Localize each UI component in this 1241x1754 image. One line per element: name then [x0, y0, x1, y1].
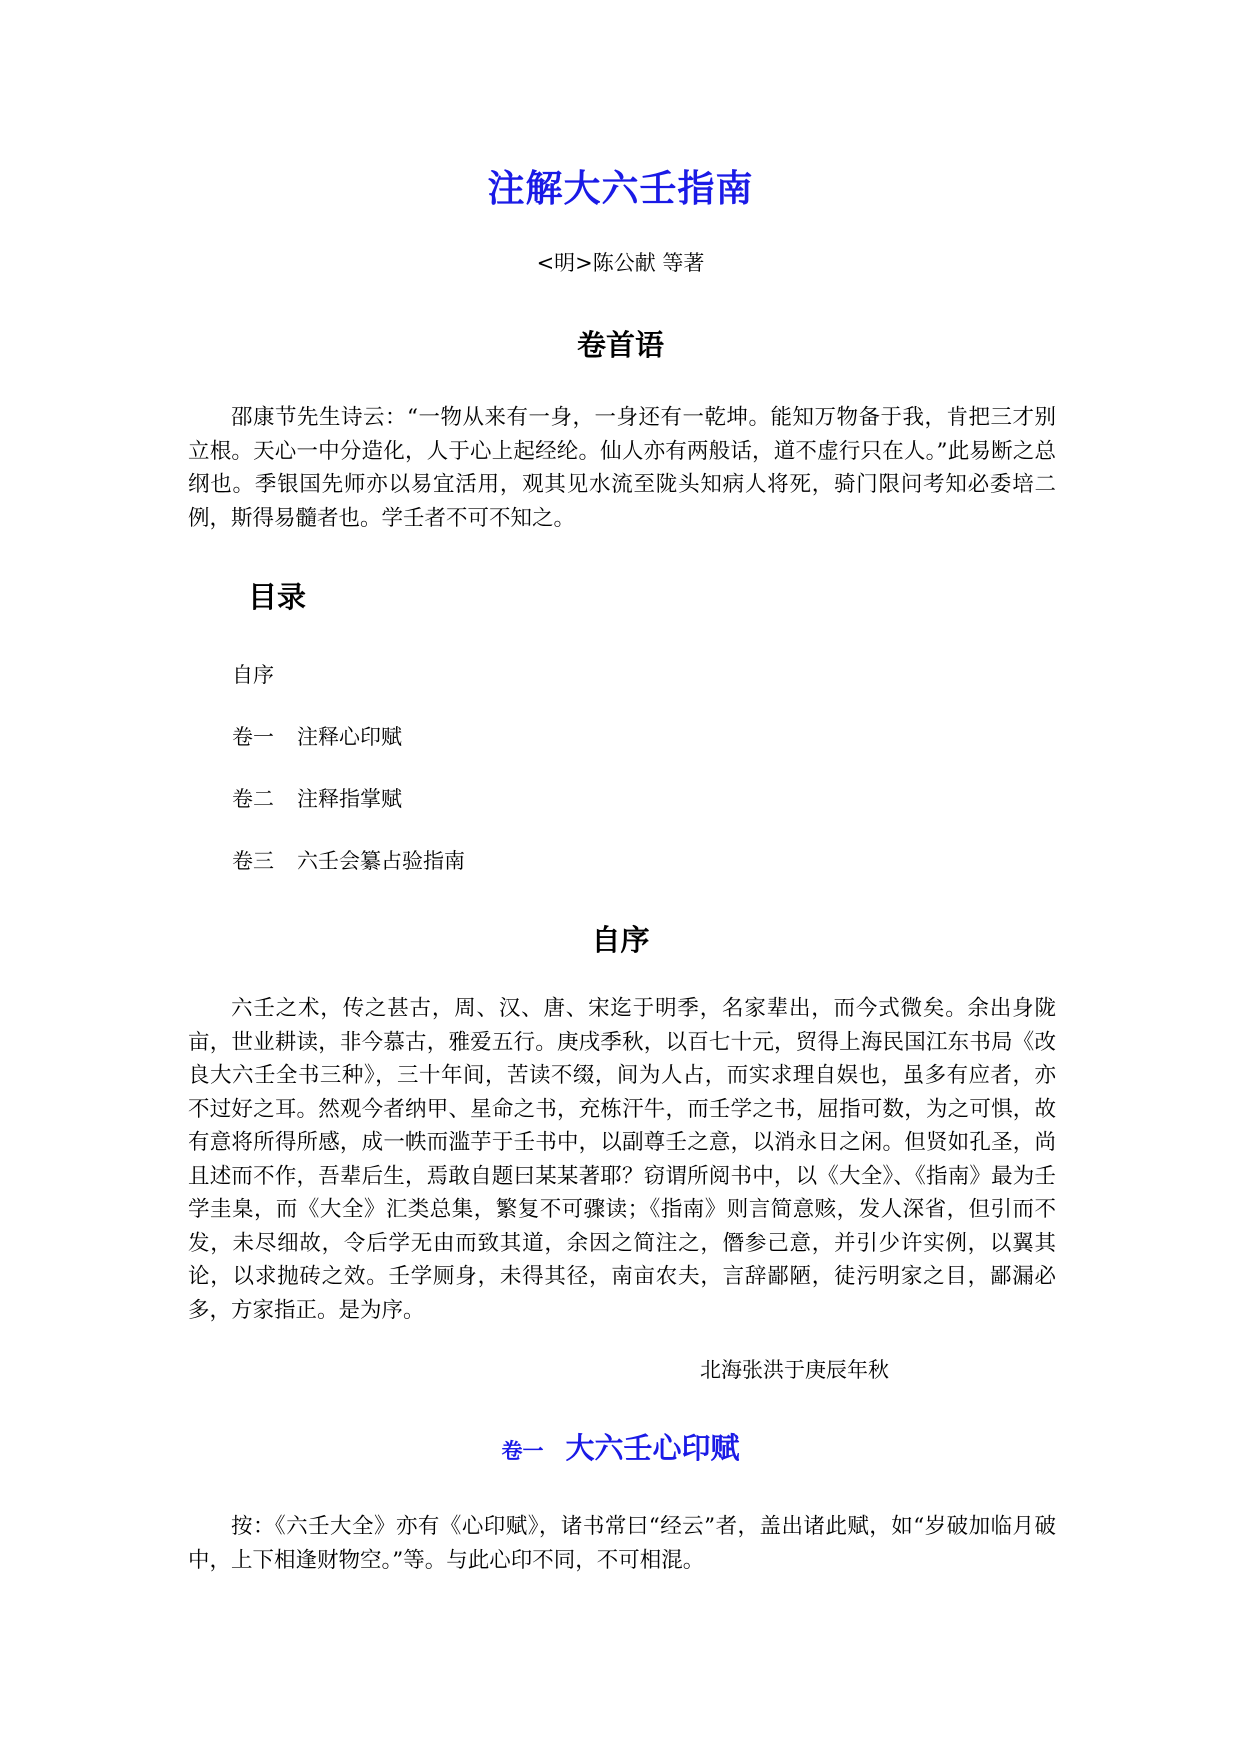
toc-item-juan3[interactable] [232, 845, 465, 875]
section-heading-mulu: 目录 [248, 580, 307, 614]
zixu-paragraph: 六壬之术，传之甚古，周、汉、唐、宋迄于明季，名家辈出，而今式微矣。余出身陇亩，世业耕读，非今慕古，雅爱五行。庚戌季秋，以百七十元，贸得上海民国江东书局《改良大六壬全书三种》，三十年间，苦读不缀，间为人占，而实求理自娱也，虽多有应者，亦不过好之耳。然观今者纳甲、星命之书，充栋汗牛，而壬学之书，屈指可数，为之可惧，故有意将所得所感，成一帙而滥芋于壬书中，以副尊壬之意，以消永日之闲。但贤如孔圣，尚且述而不作，吾辈后生，焉敢自题曰某某著耶？窃谓所阅书中，以《大全》、《指南》最为壬学圭臬，而《大全》汇类总集，繁复不可骤读；《指南》则言简意赅，发人深省，但引而不发，未尽细故，令后学无由而致其道，余因之简注之，僭参己意，并引少许实例，以翼其论，以求抛砖之效。壬学厕身，未得其径，南亩农夫，言辞鄙陋，徒污明家之目，鄙漏必多，方家指正。是为序。 [188, 996, 1056, 1323]
toc-item-label: 六壬会纂占验指南 [297, 849, 465, 873]
toc-item-label: 注释心印赋 [297, 725, 402, 749]
toc-item-label: 自序 [232, 663, 274, 687]
toc-item-zixu[interactable] [232, 659, 274, 689]
chapter-title: 大六壬心印赋 [565, 1431, 740, 1465]
author-line: <明>陈公献 等著 [536, 251, 705, 275]
juanshouyu-paragraph: 邵康节先生诗云：“一物从来有一身，一身还有一乾坤。能知万物备于我，肯把三才别立根。天心一中分造化，人于心上起经纶。仙人亦有两般话，道不虚行只在人。”此易断之总纲也。季银国先师亦以易宜活用，观其见水流至陇头知病人将死，骑门限问考知必委培二例，斯得易髓者也。学壬者不可不知之。 [188, 405, 1056, 531]
chapter-heading-juan1 [0, 1426, 1241, 1467]
chapter-number: 卷一 [501, 1439, 544, 1463]
toc-item-juan2[interactable] [232, 783, 402, 813]
toc-item-number: 卷三 [232, 849, 274, 873]
toc-item-juan1[interactable] [232, 721, 402, 751]
toc-item-number: 卷二 [232, 787, 274, 811]
toc-item-label: 注释指掌赋 [297, 787, 402, 811]
section-heading-zixu: 自序 [591, 923, 650, 957]
preface-signature: 北海张洪于庚辰年秋 [700, 1358, 889, 1382]
toc-item-number: 卷一 [232, 725, 274, 749]
document-title: 注解大六壬指南 [487, 167, 754, 210]
section-heading-juanshouyu: 卷首语 [576, 328, 664, 362]
juan1-paragraph: 按：《六壬大全》亦有《心印赋》，诸书常曰“经云”者，盖出诸此赋，如“岁破加临月破中，上下相逢财物空。”等。与此心印不同，不可相混。 [188, 1514, 1056, 1573]
